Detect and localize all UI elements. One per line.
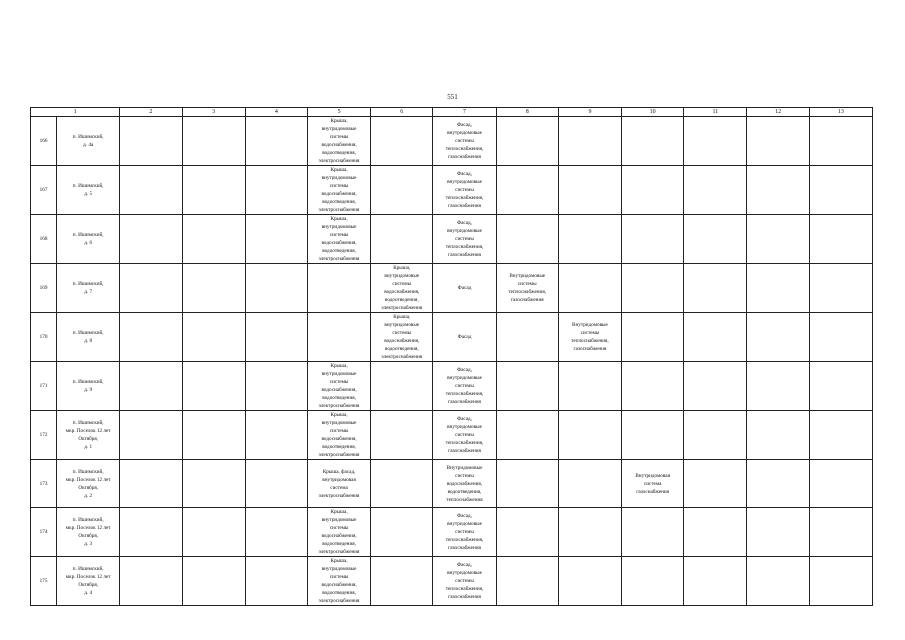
work-cell [684,557,747,606]
work-cell [747,215,809,264]
work-cell [558,460,621,508]
address-cell: п. Ишимский, д. 5 [57,166,120,215]
work-cell: Фасад, внутридомовые системы теплоснабжения, газоснабжения [433,166,496,215]
work-cell [182,166,245,215]
work-cell [496,166,558,215]
work-cell: Крыша, фасад, внутридомовая система электроснабжения [307,460,370,508]
address-cell: п. Ишимский, д. 7 [57,264,120,313]
address-cell: п. Ишимский, д. 6 [57,215,120,264]
work-cell [182,215,245,264]
work-cell [120,117,182,166]
column-header: 1 [31,108,120,117]
work-cell: Крыша, внутридомовые системы водоснабжения, водоотведения, электроснабжения [307,362,370,411]
row-number-cell: 167 [31,166,57,215]
work-cell [622,313,684,362]
work-cell [120,411,182,460]
row-number-cell: 168 [31,215,57,264]
work-cell [371,557,433,606]
column-header: 9 [558,108,621,117]
work-cell: Крыша, внутридомовые системы водоснабжения, водоотведения, электроснабжения [307,117,370,166]
work-cell: Фасад, внутридомовые системы теплоснабжения, газоснабжения [433,362,496,411]
work-cell [120,166,182,215]
work-cell [245,313,307,362]
work-cell [245,117,307,166]
work-cell [371,117,433,166]
work-cell [496,411,558,460]
work-cell [558,508,621,557]
table-row [31,362,873,411]
table-row [31,117,873,166]
work-cell [684,313,747,362]
table-row [31,557,873,606]
work-cell [371,460,433,508]
work-cell [120,460,182,508]
work-cell [809,264,872,313]
column-header: 12 [747,108,809,117]
work-cell [747,117,809,166]
row-number-cell: 170 [31,313,57,362]
column-header: 7 [433,108,496,117]
work-cell [558,557,621,606]
address-cell: п. Ишимский, мкр. Поселок 12 лет Октября, д. 1 [57,411,120,460]
work-cell [809,411,872,460]
work-cell [182,557,245,606]
work-cell [684,508,747,557]
work-cell [622,508,684,557]
work-cell [622,557,684,606]
work-cell: Фасад, внутридомовые системы теплоснабжения, газоснабжения [433,215,496,264]
column-header: 10 [622,108,684,117]
address-cell: п. Ишимский, мкр. Поселок 12 лет Октября, д. 4 [57,557,120,606]
work-cell [120,508,182,557]
work-cell [747,460,809,508]
work-cell [120,557,182,606]
column-header: 3 [182,108,245,117]
work-cell: Внутридомовая система газоснабжения [622,460,684,508]
work-cell [182,117,245,166]
work-cell [371,215,433,264]
work-cell [747,508,809,557]
work-cell [809,117,872,166]
work-cell [622,362,684,411]
table-row [31,166,873,215]
work-cell [809,313,872,362]
work-cell [622,117,684,166]
work-cell: Внутридомовые системы теплоснабжения, газоснабжения [496,264,558,313]
work-cell: Внутридомовые системы водоснабжения, водоотведения, теплоснабжения [433,460,496,508]
work-cell [496,117,558,166]
work-cell [120,313,182,362]
work-cell: Фасад, внутридомовые системы теплоснабжения, газоснабжения [433,557,496,606]
work-cell [496,215,558,264]
work-cell: Фасад [433,313,496,362]
row-number-cell: 174 [31,508,57,557]
work-cell [747,557,809,606]
work-cell: Крыша, внутридомовые системы водоснабжения, водоотведения, электроснабжения [307,508,370,557]
work-cell [307,313,370,362]
work-cell [622,166,684,215]
column-header-row [31,108,873,117]
work-cell [809,215,872,264]
work-cell [182,313,245,362]
row-number-cell: 169 [31,264,57,313]
address-cell: п. Ишимский, мкр. Поселок 12 лет Октября, д. 3 [57,508,120,557]
work-cell: Крыша, внутридомовые системы водоснабжения, водоотведения, электроснабжения [371,313,433,362]
work-cell [245,362,307,411]
work-cell [120,362,182,411]
column-header: 13 [809,108,872,117]
table-row [31,215,873,264]
work-cell [684,264,747,313]
work-cell [558,215,621,264]
work-cell: Крыша, внутридомовые системы водоснабжения, водоотведения, электроснабжения [307,166,370,215]
work-cell [371,508,433,557]
work-cell [245,411,307,460]
work-cell [182,264,245,313]
work-cell [120,215,182,264]
column-header: 6 [371,108,433,117]
work-cell [809,166,872,215]
work-cell [684,166,747,215]
work-cell [684,362,747,411]
work-cell [809,557,872,606]
row-number-cell: 173 [31,460,57,508]
work-cell: Внутридомовые системы теплоснабжения, газоснабжения [558,313,621,362]
work-cell: Фасад, внутридомовые системы теплоснабжения, газоснабжения [433,117,496,166]
work-cell [245,508,307,557]
row-number-cell: 175 [31,557,57,606]
row-number-cell: 171 [31,362,57,411]
work-cell [496,313,558,362]
work-cell [747,264,809,313]
work-cell [747,166,809,215]
column-header: 8 [496,108,558,117]
work-cell: Фасад [433,264,496,313]
work-cell [558,411,621,460]
address-cell: п. Ишимский, мкр. Поселок 12 лет Октября, д. 2 [57,460,120,508]
table-row [31,411,873,460]
row-number-cell: 166 [31,117,57,166]
work-cell [747,313,809,362]
work-cell [120,264,182,313]
column-header: 2 [120,108,182,117]
work-cell [684,215,747,264]
work-cell [371,166,433,215]
table-row [31,264,873,313]
work-cell [809,508,872,557]
work-cell [747,362,809,411]
work-cell: Крыша, внутридомовые системы водоснабжения, водоотведения, электроснабжения [307,411,370,460]
work-cell [182,508,245,557]
work-cell [496,557,558,606]
work-cell [496,362,558,411]
work-cell [245,215,307,264]
work-cell [809,362,872,411]
work-cell [496,508,558,557]
address-cell: п. Ишимский, д. 9 [57,362,120,411]
work-cell [245,557,307,606]
table-row [31,460,873,508]
capital-repair-table [30,107,873,606]
column-header: 11 [684,108,747,117]
work-cell [622,215,684,264]
work-cell [622,411,684,460]
work-cell [684,411,747,460]
work-cell [558,362,621,411]
work-cell [558,166,621,215]
work-cell [496,460,558,508]
work-cell [245,166,307,215]
work-cell [245,264,307,313]
work-cell: Крыша, внутридомовые системы водоснабжения, водоотведения, электроснабжения [371,264,433,313]
work-cell: Крыша, внутридомовые системы водоснабжения, водоотведения, электроснабжения [307,215,370,264]
work-cell [182,460,245,508]
work-cell [371,411,433,460]
work-cell [809,460,872,508]
page-number: 551 [447,93,458,101]
table-row [31,508,873,557]
column-header: 5 [307,108,370,117]
address-cell: п. Ишимский, д. 8 [57,313,120,362]
work-cell [307,264,370,313]
work-cell [558,117,621,166]
work-cell [747,411,809,460]
work-cell: Крыша, внутридомовые системы водоснабжения, водоотведения, электроснабжения [307,557,370,606]
address-cell: п. Ишимский, д. 4а [57,117,120,166]
work-cell [622,264,684,313]
work-cell [371,362,433,411]
work-cell: Фасад, внутридомовые системы теплоснабжения, газоснабжения [433,508,496,557]
work-cell [245,460,307,508]
work-cell [558,264,621,313]
work-cell [182,411,245,460]
table-row [31,313,873,362]
work-cell: Фасад, внутридомовые системы теплоснабжения, газоснабжения [433,411,496,460]
row-number-cell: 172 [31,411,57,460]
column-header: 4 [245,108,307,117]
work-cell [684,117,747,166]
work-cell [182,362,245,411]
work-cell [684,460,747,508]
